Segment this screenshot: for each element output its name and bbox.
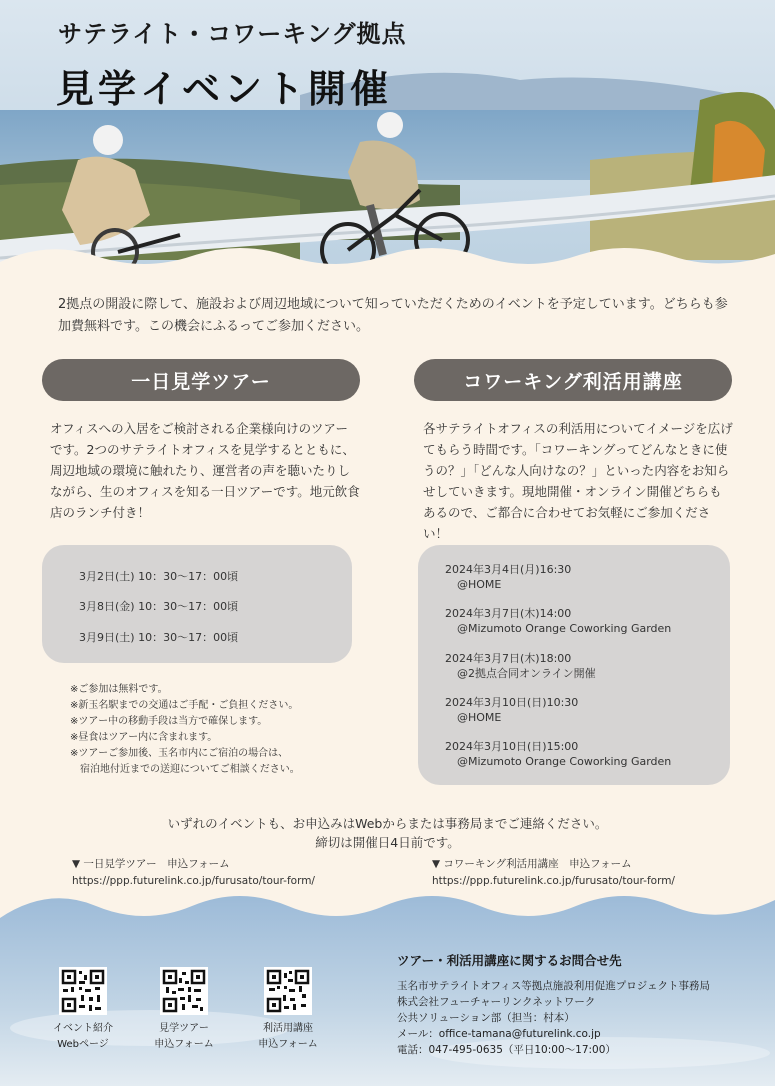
- course-form-label: ▼ コワーキング利活用講座 申込フォーム: [432, 858, 632, 870]
- qr-label-line: 見学ツアー: [159, 1023, 209, 1034]
- qr-code-event-page[interactable]: [59, 967, 107, 1015]
- session-date: 2024年3月4日(月)16:30: [445, 563, 572, 576]
- session-date: 2024年3月7日(木)18:00: [445, 652, 572, 665]
- note-item: ※ツアーご参加後、玉名市内にご宿泊の場合は、: [70, 748, 289, 759]
- tour-form-link[interactable]: https://ppp.futurelink.co.jp/furusato/tour-form/: [72, 875, 315, 887]
- contact-title: ツアー・利活用講座に関するお問合せ先: [397, 953, 622, 968]
- note-item: ※ご参加は無料です。: [70, 684, 168, 695]
- apply-line1: いずれのイベントも、お申込みはWebからまたは事務局までご連絡ください。: [167, 816, 608, 831]
- tour-heading: 一日見学ツアー: [42, 359, 360, 401]
- note-item: ※ツアー中の移動手段は当方で確保します。: [70, 716, 268, 727]
- page-title: 見学イベント開催: [56, 67, 393, 111]
- contact-email[interactable]: メール：office-tamana@futurelink.co.jp: [397, 1028, 601, 1040]
- contact-company: 株式会社フューチャーリンクネットワーク: [397, 996, 596, 1008]
- contact-department: 公共ソリューション部（担当：村本）: [397, 1012, 575, 1024]
- note-item: ※昼食はツアー内に含まれます。: [70, 732, 218, 743]
- qr-code-course-form[interactable]: [264, 967, 312, 1015]
- qr-label-course-form: [233, 1021, 343, 1053]
- session-place: @2拠点合同オンライン開催: [457, 667, 596, 680]
- apply-info: [0, 814, 775, 852]
- qr-label-line: 申込フォーム: [154, 1039, 214, 1050]
- session-date: 2024年3月10日(日)15:00: [445, 740, 579, 753]
- note-item: 宿泊地付近までの送迎についてご相談ください。: [70, 764, 300, 775]
- session-item: [445, 651, 596, 681]
- session-place: @HOME: [457, 711, 502, 724]
- qr-label-line: 申込フォーム: [258, 1039, 318, 1050]
- contact-details: [397, 978, 710, 1058]
- course-form-link[interactable]: https://ppp.futurelink.co.jp/furusato/tour-form/: [432, 875, 675, 887]
- session-item: [445, 739, 671, 769]
- intro-text: 2拠点の開設に際して、施設および周辺地域について知っていただくためのイベントを予定しています。どちらも参加費無料です。この機会にふるってご参加ください。: [58, 297, 728, 334]
- qr-code-tour-form[interactable]: [160, 967, 208, 1015]
- course-heading: コワーキング利活用講座: [414, 359, 732, 401]
- session-item: [445, 606, 671, 636]
- session-item: [445, 562, 571, 592]
- tour-date: 3月9日(土) 10：30〜17：00頃: [79, 631, 239, 644]
- session-place: @Mizumoto Orange Coworking Garden: [457, 755, 672, 768]
- session-place: @Mizumoto Orange Coworking Garden: [457, 622, 672, 635]
- hero-section: [0, 0, 775, 300]
- qr-label-line: Webページ: [57, 1039, 109, 1050]
- tour-notes: [70, 682, 370, 778]
- tour-date: 3月8日(金) 10：30〜17：00頃: [79, 600, 239, 613]
- session-place: @HOME: [457, 578, 502, 591]
- tour-date: 3月2日(土) 10：30〜17：00頃: [79, 570, 239, 583]
- tour-dates-box: [42, 545, 352, 663]
- contact-org: 玉名市サテライトオフィス等拠点施設利用促進プロジェクト事務局: [397, 980, 711, 992]
- qr-label-event-page: [28, 1021, 138, 1053]
- qr-label-line: 利活用講座: [263, 1023, 313, 1034]
- note-item: ※新玉名駅までの交通はご手配・ご負担ください。: [70, 700, 299, 711]
- session-date: 2024年3月10日(日)10:30: [445, 696, 579, 709]
- apply-deadline: 締切は開催日4日前です。: [315, 835, 460, 850]
- course-description: 各サテライトオフィスの利活用についてイメージを広げてもらう時間です。「コワーキングってどんなときに使うの？」「どんな人向けなの？」といった内容をお知らせしていきます。現地開催・オンライン開催どちらもあるので、ご都合に合わせてお気軽にご参加ください！: [423, 421, 733, 541]
- tour-form-label: ▼ 一日見学ツアー 申込フォーム: [72, 858, 230, 870]
- qr-label-tour-form: [129, 1021, 239, 1053]
- contact-phone[interactable]: 電話：047-495-0635（平日10:00〜17:00）: [397, 1044, 616, 1056]
- session-date: 2024年3月7日(木)14:00: [445, 607, 572, 620]
- course-sessions-box: [418, 545, 730, 785]
- session-item: [445, 695, 578, 725]
- tour-description: オフィスへの入居をご検討される企業様向けのツアーです。2つのサテライトオフィスを見学するとともに、周辺地域の環境に触れたり、運営者の声を聴いたりしながら、生のオフィスを知る一日ツアーです。地元飲食店のランチ付き！: [50, 421, 360, 520]
- title-line1: サテライト・コワーキング拠点: [58, 20, 407, 48]
- qr-label-line: イベント紹介: [53, 1023, 113, 1034]
